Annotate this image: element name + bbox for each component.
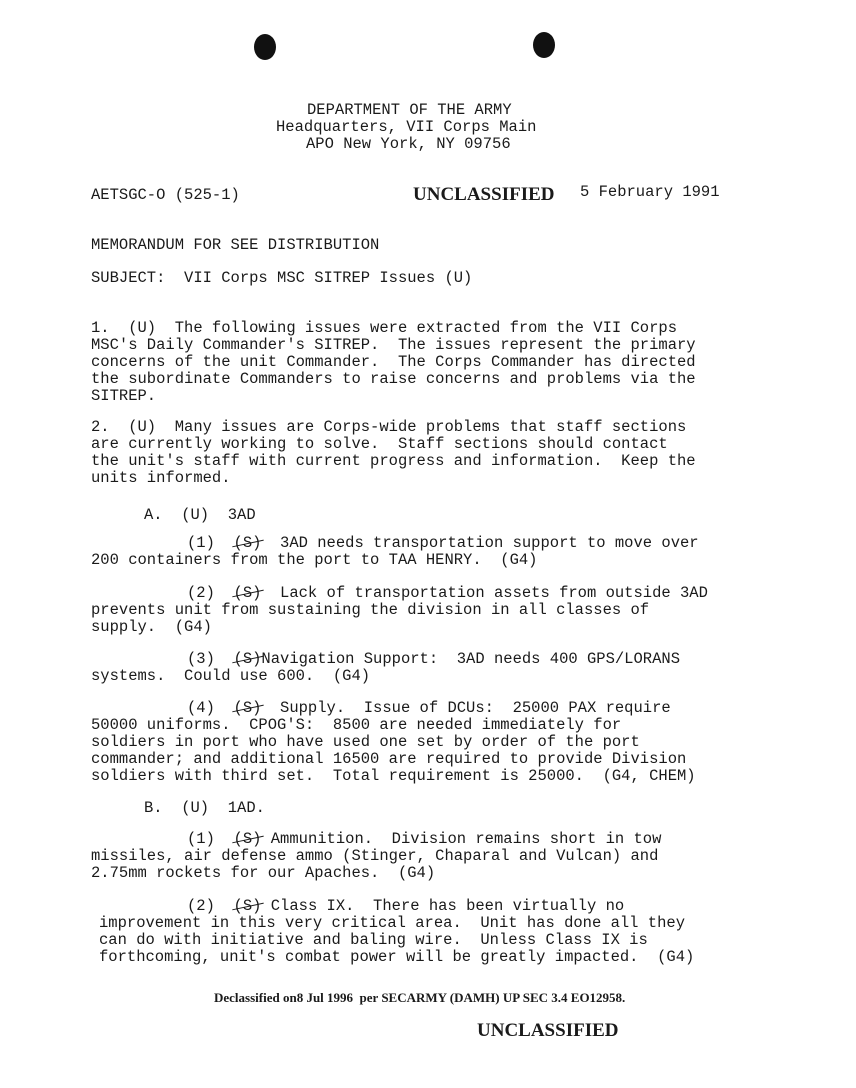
classification-top: UNCLASSIFIED [413, 184, 555, 205]
classification-bottom: UNCLASSIFIED [477, 1020, 619, 1041]
text-line: 50000 uniforms. CPOG'S: 8500 are needed immediately for [91, 716, 622, 734]
section-a-heading: A. (U) 3AD [144, 506, 256, 524]
letterhead-line-2: Headquarters, VII Corps Main [276, 118, 537, 136]
text-line: improvement in this very critical area. Unit has done all they [99, 914, 685, 932]
text-line: supply. (G4) [91, 618, 212, 636]
text-line: are currently working to solve. Staff sections should contact [91, 435, 668, 453]
text-line: forthcoming, unit's combat power will be greatly impacted. (G4) [99, 948, 695, 966]
text-line: units informed. [91, 469, 231, 487]
crossed-classification-mark: (S) [233, 534, 262, 552]
text-line: systems. Could use 600. (G4) [91, 667, 371, 685]
office-symbol: AETSGC-O (525-1) [91, 186, 240, 204]
letterhead-line-3: APO New York, NY 09756 [306, 135, 511, 153]
memo-date: 5 February 1991 [580, 183, 720, 201]
text-line: prevents unit from sustaining the division in all classes of [91, 601, 650, 619]
text-line: soldiers with third set. Total requirement is 25000. (G4, CHEM) [91, 767, 696, 785]
item-a1-first-line [187, 535, 699, 552]
item-text: Supply. Issue of DCUs: 25000 PAX require [280, 699, 671, 717]
item-text: Ammunition. Division remains short in tow [270, 830, 662, 848]
text-line: concerns of the unit Commander. The Corps Commander has directed [91, 353, 696, 371]
item-text: Navigation Support: 3AD needs 400 GPS/LORANS [261, 650, 680, 668]
item-number: (2) [187, 897, 215, 915]
text-line: 1. (U) The following issues were extracted from the VII Corps [91, 319, 677, 337]
item-text: 3AD needs transportation support to move over [280, 534, 699, 552]
item-a2-first-line [187, 585, 708, 602]
crossed-classification-mark: (S) [233, 584, 262, 602]
item-b1-first-line [187, 831, 661, 848]
text-line: missiles, air defense ammo (Stinger, Chaparal and Vulcan) and [91, 847, 659, 865]
memo-for: MEMORANDUM FOR SEE DISTRIBUTION [91, 236, 380, 254]
item-number: (2) [187, 584, 215, 602]
declassification-note: Declassified on8 Jul 1996 per SECARMY (DAMH) UP SEC 3.4 EO12958. [214, 990, 626, 1005]
item-b2-first-line [187, 898, 624, 915]
item-number: (4) [187, 699, 215, 717]
item-text: Class IX. There has been virtually no [270, 897, 625, 915]
punch-hole-right [533, 32, 555, 58]
crossed-classification-mark: (S) [233, 650, 262, 668]
crossed-classification-mark: (S) [233, 897, 262, 915]
item-number: (1) [187, 830, 215, 848]
text-line: the subordinate Commanders to raise concerns and problems via the [91, 370, 696, 388]
item-text: Lack of transportation assets from outside 3AD [280, 584, 708, 602]
punch-hole-left [254, 34, 276, 60]
item-a3-first-line [187, 651, 680, 668]
text-line: SITREP. [91, 387, 157, 405]
text-line: the unit's staff with current progress and information. Keep the [91, 452, 696, 470]
text-line: can do with initiative and baling wire. Unless Class IX is [99, 931, 648, 949]
letterhead-line-1: DEPARTMENT OF THE ARMY [307, 101, 512, 119]
section-b-heading: B. (U) 1AD. [144, 799, 265, 817]
text-line: MSC's Daily Commander's SITREP. The issues represent the primary [91, 336, 696, 354]
crossed-classification-mark: (S) [233, 699, 262, 717]
text-line: soldiers in port who have used one set by order of the port [91, 733, 640, 751]
memo-subject: SUBJECT: VII Corps MSC SITREP Issues (U) [91, 269, 473, 287]
text-line: 200 containers from the port to TAA HENRY. (G4) [91, 551, 538, 569]
item-a4-first-line [187, 700, 671, 717]
item-number: (3) [187, 650, 215, 668]
item-number: (1) [187, 534, 215, 552]
text-line: commander; and additional 16500 are required to provide Division [91, 750, 687, 768]
text-line: 2.75mm rockets for our Apaches. (G4) [91, 864, 436, 882]
text-line: 2. (U) Many issues are Corps-wide problems that staff sections [91, 418, 687, 436]
crossed-classification-mark: (S) [233, 830, 262, 848]
